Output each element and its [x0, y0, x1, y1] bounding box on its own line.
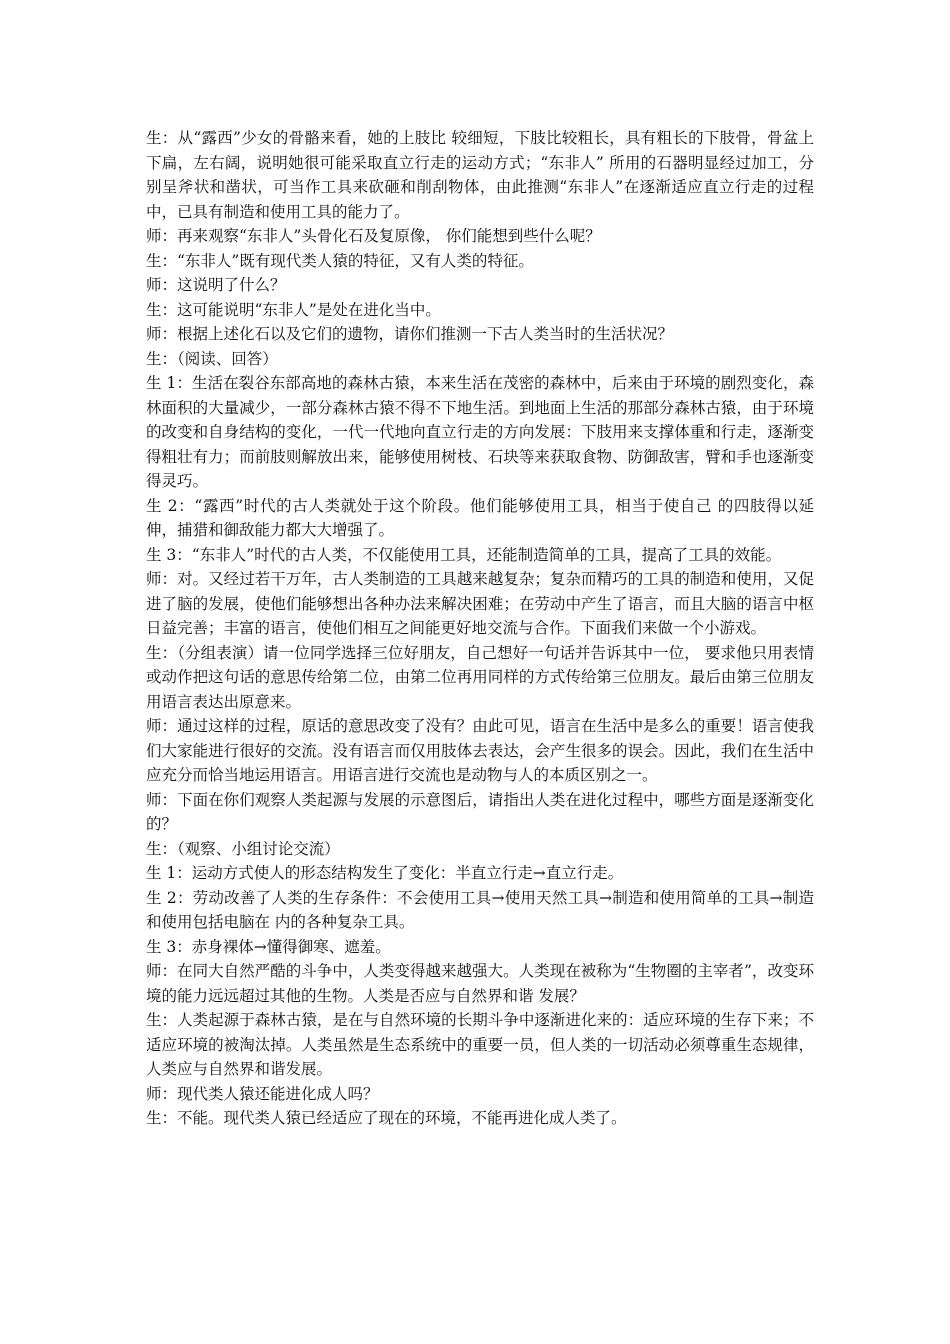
paragraph: 生：（阅读、回答）: [146, 349, 278, 368]
paragraph: 师：这说明了什么？: [146, 276, 286, 294]
paragraph: 生 1：生活在裂谷东部高地的森林古猿，本来生活在茂密的森林中，后来由于环境的剧烈变化，森林面积的大量减少，一部分森林古猿不得不下地生活。到地面上生活的那部分森林古猿，由于环境的改变和自身结构的变化，一代一代地向直立行走的方向发展：下肢用来支撑体重和行走，逐渐变得粗壮有力；而前肢则解放出来，能够使用树枝、石块等来获取食物、防御敌害，臂和手也逐渐变得灵巧。: [146, 374, 814, 490]
paragraph: 生 1：运动方式使人的形态结构发生了变化：半直立行走→直立行走。: [146, 864, 624, 882]
paragraph: 师：通过这样的过程，原话的意思改变了没有？由此可见，语言在生活中是多么的重要！语言使我们大家能进行很好的交流。没有语言而仅用肢体去表达，会产生很多的误会。因此，我们在生活中应充分而恰当地运用语言。用语言进行交流也是动物与人的本质区别之一。: [146, 717, 814, 784]
paragraph: 生：不能。现代类人猿已经适应了现在的环境，不能再进化成人类了。: [146, 1109, 627, 1127]
paragraph: 生 3：赤身裸体→懂得御寒、遮羞。: [146, 937, 391, 956]
paragraph: 师：在同大自然严酷的斗争中，人类变得越来越强大。人类现在被称为“生物圈的主宰者”，改变环境的能力远远超过其他的生物。人类是否应与自然界和谐 发展？: [146, 962, 814, 1005]
paragraph: 师：再来观察“东非人”头骨化石及复原像， 你们能想到些什么呢？: [146, 227, 601, 245]
paragraph: 生：从“露西”少女的骨骼来看，她的上肢比 较细短，下肢比较粗长，具有粗长的下肢骨，骨盆上下扁，左右阔，说明她很可能采取直立行走的运动方式；“东非人” 所用的石器明显经过加工，分别呈斧状和凿状，可当作工具来砍砸和削刮物体，由此推测“东非人”在逐渐适应直立行走的过程中，已具有制造和使用工具的能力了。: [146, 129, 814, 221]
paragraph: 生：（观察、小组讨论交流）: [146, 839, 340, 858]
paragraph: 生：（分组表演）请一位同学选择三位好朋友，自己想好一句话并告诉其中一位， 要求他只用表情或动作把这句话的意思传给第二位，由第二位再用同样的方式传给第三位朋友。最后由第三位朋友用语言表达出原意来。: [146, 643, 814, 711]
paragraph: 师：根据上述化石以及它们的遗物，请你们推测一下古人类当时的生活状况？: [146, 325, 674, 343]
paragraph: 师：下面在你们观察人类起源与发展的示意图后，请指出人类在进化过程中，哪些方面是逐渐变化的？: [146, 790, 814, 833]
paragraph: 生 2：“露西”时代的古人类就处于这个阶段。他们能够使用工具，相当于使自己 的四肢得以延伸，捕猎和御敌能力都大大增强了。: [146, 496, 814, 539]
paragraph: 生 3：“东非人”时代的古人类，不仅能使用工具，还能制造简单的工具，提高了工具的效能。: [146, 545, 782, 564]
paragraph: 师：现代类人猿还能进化成人吗？: [146, 1084, 379, 1103]
paragraph: 生：“东非人”既有现代类人猿的特征，又有人类的特征。: [146, 251, 534, 270]
document-body: [146, 126, 814, 1131]
paragraph: 生 2：劳动改善了人类的生存条件：不会使用工具→使用天然工具→制造和使用简单的工具→制造和使用包括电脑在 内的各种复杂工具。: [146, 888, 814, 931]
paragraph: 师：对。又经过若干万年，古人类制造的工具越来越复杂；复杂而精巧的工具的制造和使用，又促进了脑的发展，使他们能够想出各种办法来解决困难；在劳动中产生了语言，而且大脑的语言中枢日益完善；丰富的语言，使他们相互之间能更好地交流与合作。下面我们来做一个小游戏。: [146, 570, 814, 637]
paragraph: 生：这可能说明“东非人”是处在进化当中。: [146, 300, 441, 319]
paragraph: 生：人类起源于森林古猿，是在与自然环境的长期斗争中逐渐进化来的：适应环境的生存下来；不适应环境的被淘汰掉。人类虽然是生态系统中的重要一员，但人类的一切活动必须尊重生态规律，人类应与自然界和谐发展。: [146, 1011, 814, 1078]
